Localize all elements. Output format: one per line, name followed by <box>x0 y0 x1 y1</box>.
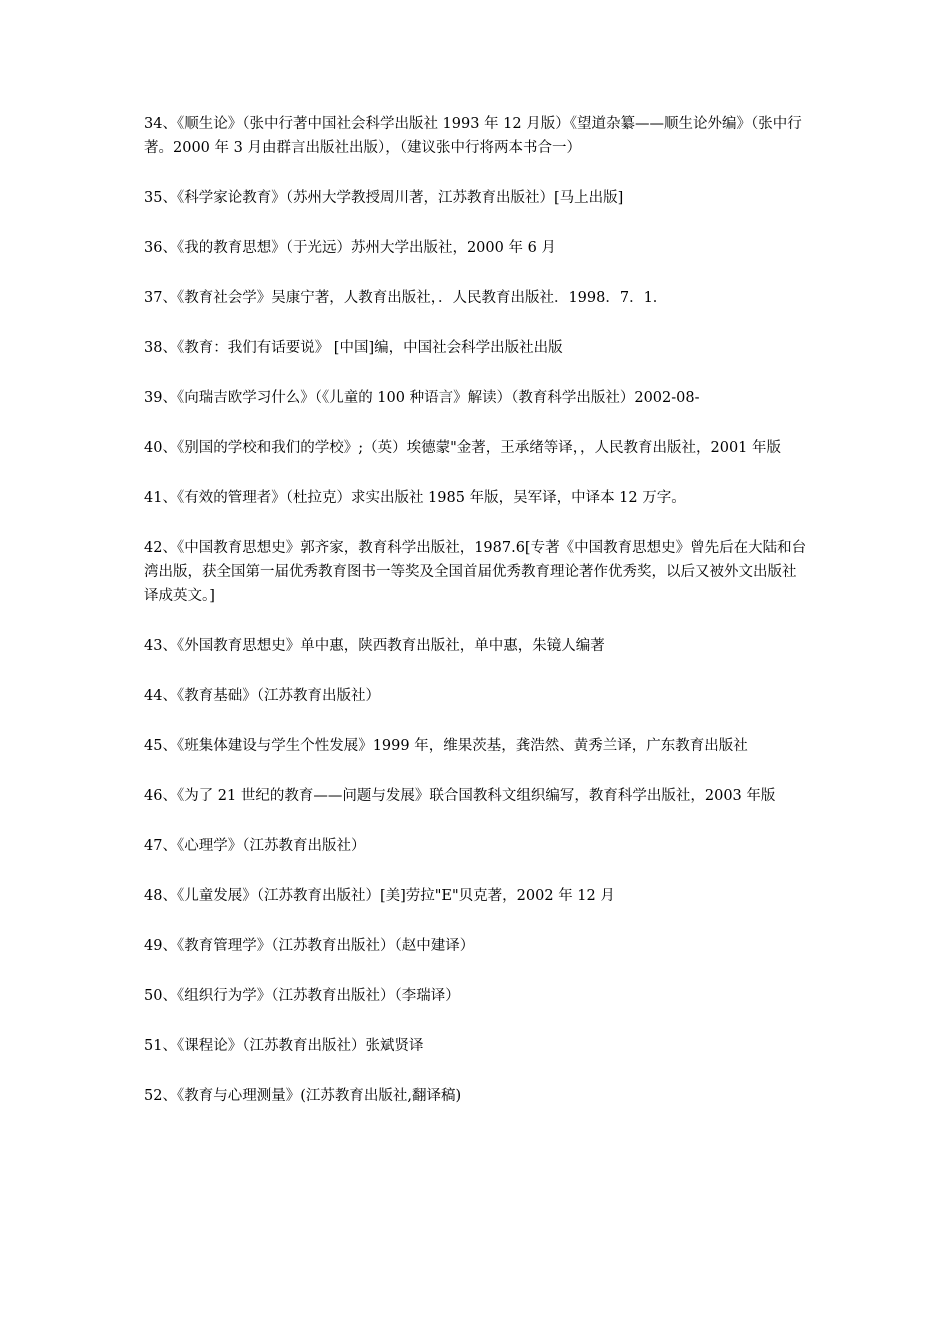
list-item: 50、《组织行为学》（江苏教育出版社）（李瑞译） <box>144 988 460 1004</box>
list-item: 35、《科学家论教育》（苏州大学教授周川著，江苏教育出版社）[马上出版] <box>144 190 624 206</box>
list-item: 43、《外国教育思想史》单中惠，陕西教育出版社，单中惠，朱镜人编著 <box>144 638 605 654</box>
list-item: 49、《教育管理学》（江苏教育出版社）（赵中建译） <box>144 938 475 954</box>
list-item: 38、《教育：我们有话要说》 [中国]编，中国社会科学出版社出版 <box>144 340 563 356</box>
list-item: 47、《心理学》（江苏教育出版社） <box>144 838 366 854</box>
list-item: 37、《教育社会学》吴康宁著，人教育出版社，．人民教育出版社．1998．7．1． <box>144 290 668 306</box>
list-item: 39、《向瑞吉欧学习什么》（《儿童的 100 种语言》解读）（教育科学出版社）2002-08- <box>144 390 700 406</box>
list-item: 45、《班集体建设与学生个性发展》1999 年，维果茨基，龚浩然、黄秀兰译，广东教育出版社 <box>144 738 748 754</box>
book-list <box>144 112 808 1134</box>
list-item: 48、《儿童发展》（江苏教育出版社）[美]劳拉"E"贝克著，2002 年 12 月 <box>144 888 615 904</box>
list-item: 44、《教育基础》（江苏教育出版社） <box>144 688 380 704</box>
list-item: 36、《我的教育思想》（于光远）苏州大学出版社，2000 年 6 月 <box>144 240 556 256</box>
list-item: 34、《顺生论》（张中行著中国社会科学出版社 1993 年 12 月版）《望道杂纂——顺生论外编》（张中行著。2000 年 3 月由群言出版社出版），（建议张中行将两本书合一） <box>144 116 802 156</box>
list-item: 42、《中国教育思想史》郭齐家，教育科学出版社，1987.6[专著《中国教育思想史》曾先后在大陆和台湾出版，获全国第一届优秀教育图书一等奖及全国首届优秀教育理论著作优秀奖，以后又被外文出版社译成英文。] <box>144 540 807 604</box>
list-item: 51、《课程论》（江苏教育出版社）张斌贤译 <box>144 1038 424 1054</box>
list-item: 40、《别国的学校和我们的学校》;（英）埃德蒙"金著，王承绪等译，，人民教育出版社，2001 年版 <box>144 440 782 456</box>
list-item: 52、《教育与心理测量》(江苏教育出版社,翻译稿) <box>144 1088 462 1104</box>
list-item: 41、《有效的管理者》（杜拉克）求实出版社 1985 年版，吴军译，中译本 12 万字。 <box>144 490 686 506</box>
list-item: 46、《为了 21 世纪的教育——问题与发展》联合国教科文组织编写，教育科学出版社，2003 年版 <box>144 788 776 804</box>
